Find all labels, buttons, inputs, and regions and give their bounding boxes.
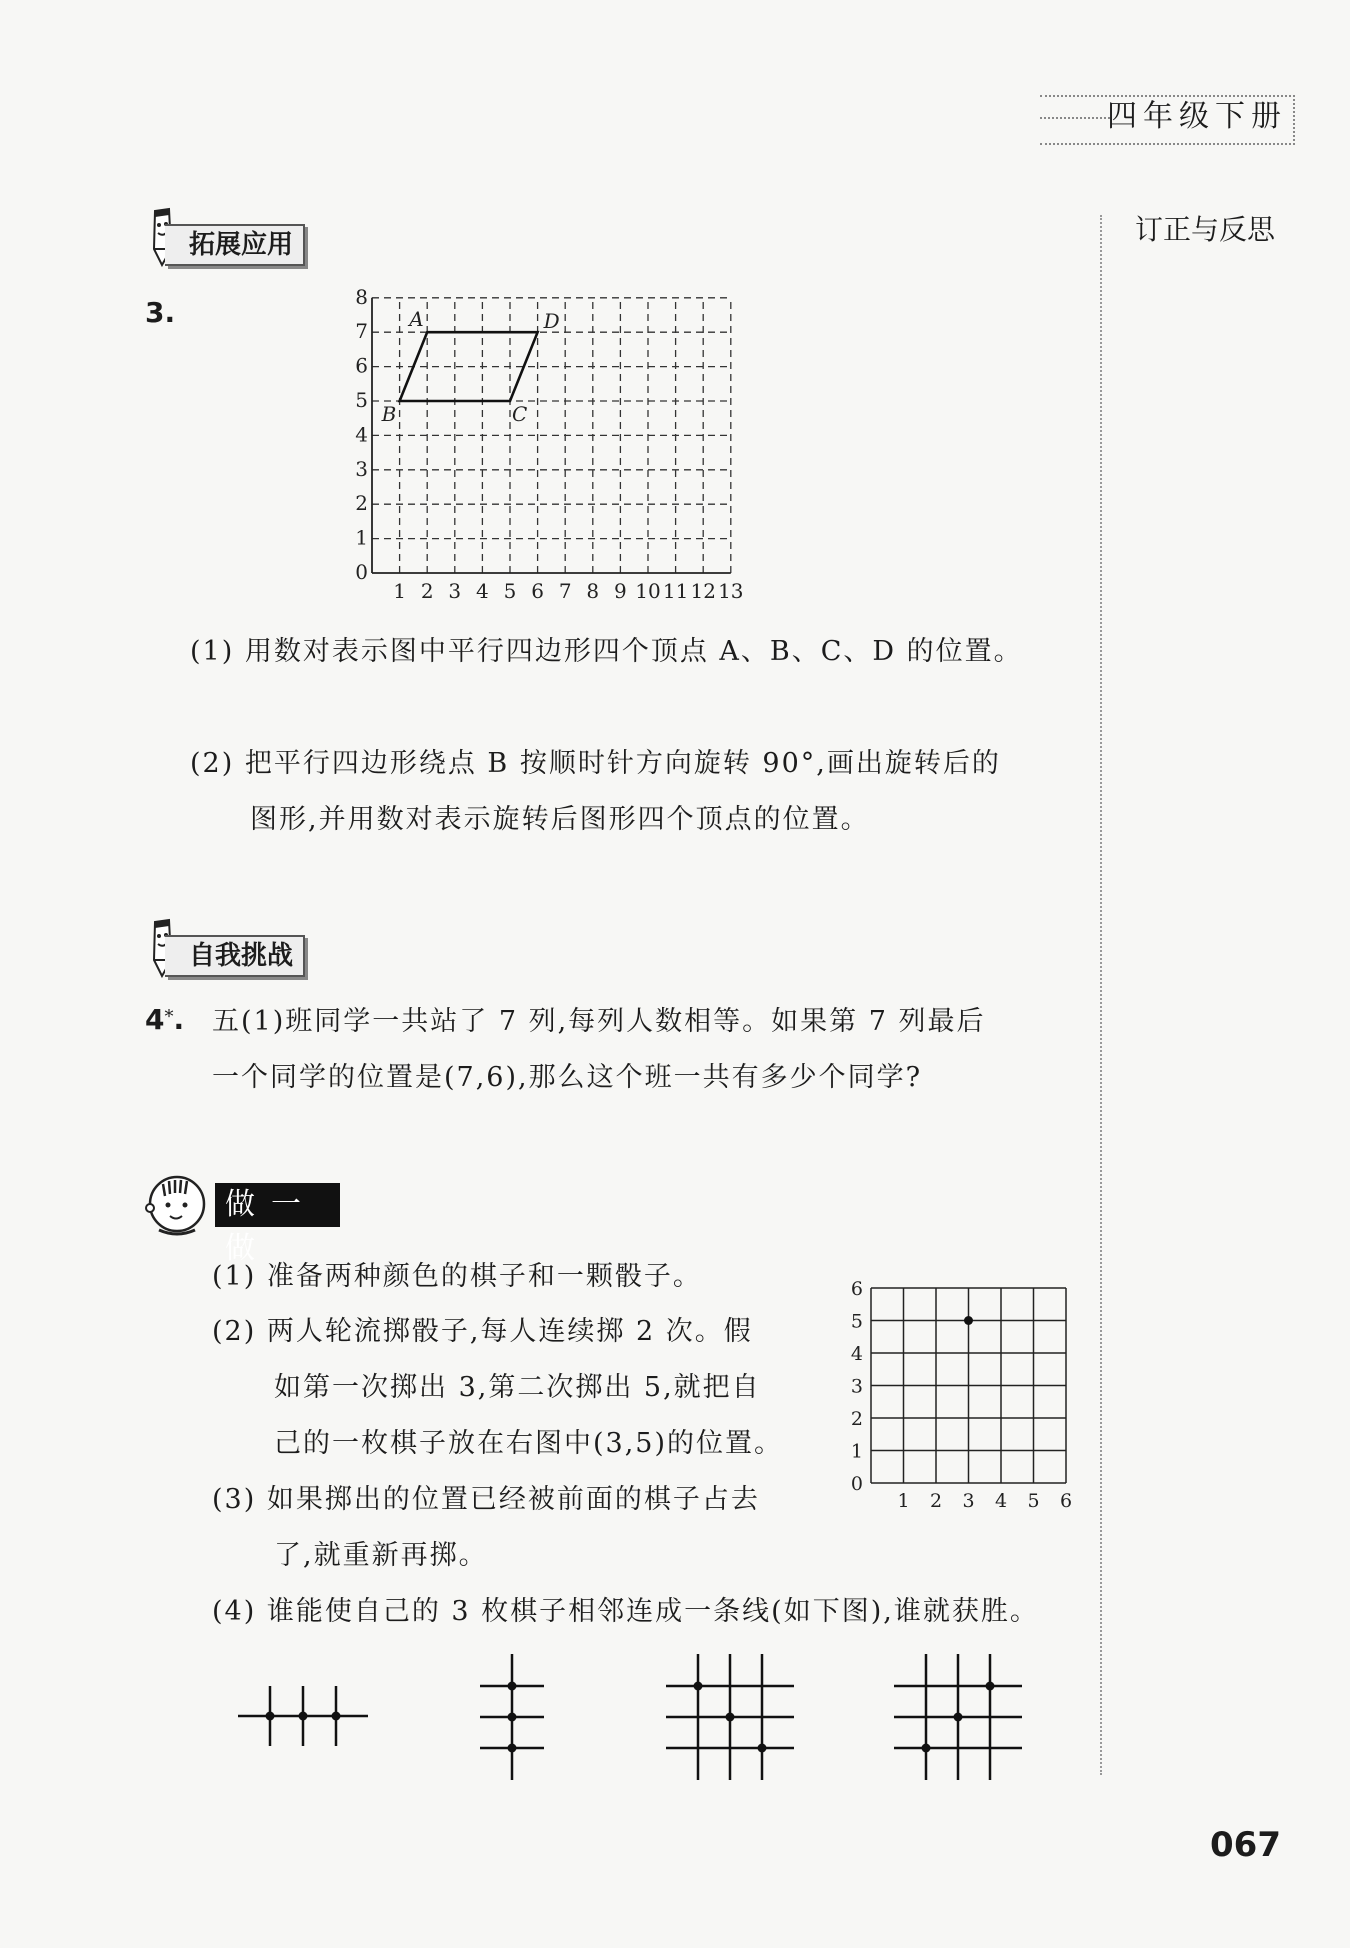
activity-step2-line2: 如第一次掷出 3,第二次掷出 5,就把自	[274, 1372, 761, 1403]
y-tick-labels	[355, 285, 368, 584]
x-tick-label: 4	[476, 579, 489, 603]
board-y-tick: 3	[850, 1375, 863, 1398]
board-x-tick: 5	[1027, 1490, 1040, 1512]
activity-step2-line1: (2) 两人轮流掷骰子,每人连续掷 2 次。假	[212, 1316, 753, 1347]
x-tick-label: 8	[586, 579, 600, 603]
y-tick-label: 3	[355, 456, 368, 481]
question-number-3: 3.	[145, 296, 176, 329]
board-y-tick: 6	[850, 1278, 863, 1300]
board-y-tick: 0	[850, 1473, 863, 1495]
board-x-tick: 1	[897, 1490, 910, 1512]
vertex-label-c: C	[512, 402, 528, 426]
y-tick-label: 7	[355, 319, 368, 344]
x-tick-label: 2	[420, 579, 434, 603]
x-tick-label: 5	[503, 579, 517, 603]
q3-part2-line1: (2) 把平行四边形绕点 B 按顺时针方向旋转 90°,画出旋转后的	[190, 748, 1001, 779]
board-x-tick: 2	[929, 1490, 943, 1512]
y-tick-label: 4	[355, 422, 368, 447]
q4-dot: .	[173, 1003, 185, 1036]
q3-part2-line2: 图形,并用数对表示旋转后图形四个顶点的位置。	[250, 804, 870, 835]
grade-label: 四年级下册	[1040, 95, 1295, 145]
board-y-tick: 4	[850, 1343, 863, 1365]
child-face-icon	[145, 1172, 217, 1236]
vertex-label-a: A	[409, 307, 424, 332]
board-x-tick: 4	[994, 1490, 1008, 1512]
x-tick-label: 10	[635, 579, 661, 603]
y-tick-label: 1	[355, 525, 368, 550]
activity-step3-line1: (3) 如果掷出的位置已经被前面的棋子占去	[212, 1484, 760, 1515]
board-x-tick: 6	[1059, 1490, 1073, 1512]
activity-title: 做一做	[215, 1183, 340, 1227]
y-tick-label: 8	[355, 284, 368, 309]
board-x-tick: 3	[962, 1490, 975, 1512]
dice-board-grid-6x6	[840, 1268, 1080, 1513]
board-y-tick: 2	[850, 1408, 863, 1430]
y-tick-label: 6	[355, 353, 368, 378]
x-tick-label: 13	[718, 579, 744, 603]
vertex-label-b: B	[381, 402, 397, 426]
y-tick-label: 5	[355, 388, 368, 412]
x-tick-label: 7	[558, 579, 572, 603]
q4-star: *	[164, 1006, 174, 1028]
x-tick-label: 9	[614, 579, 627, 603]
y-tick-label: 2	[355, 491, 368, 516]
chess-piece-marker	[964, 1316, 973, 1325]
x-tick-label: 6	[531, 579, 544, 603]
q4-number: 4	[145, 1003, 165, 1036]
win-pattern-horizontal	[230, 1650, 380, 1760]
win-pattern-vertical	[470, 1650, 580, 1790]
activity-step4: (4) 谁能使自己的 3 枚棋子相邻连成一条线(如下图),谁就获胜。	[212, 1596, 1039, 1627]
y-tick-label: 0	[355, 560, 368, 584]
board-x-tick-labels	[897, 1490, 1072, 1512]
x-tick-label: 1	[393, 579, 406, 603]
coordinate-grid-13x8	[355, 284, 860, 615]
win-pattern-diagonal	[660, 1650, 800, 1790]
x-tick-label: 11	[662, 579, 689, 603]
board-y-tick: 5	[850, 1310, 863, 1333]
side-note: 订正与反思	[1135, 213, 1276, 246]
q4-line2: 一个同学的位置是(7,6),那么这个班一共有多少个同学?	[212, 1062, 923, 1093]
board-y-tick-labels	[851, 1278, 863, 1495]
page-number: 067	[1210, 1825, 1281, 1865]
activity-step2-line3: 己的一枚棋子放在右图中(3,5)的位置。	[274, 1428, 784, 1459]
vertex-label-d: D	[543, 309, 560, 334]
section-title-challenge: 自我挑战	[165, 935, 305, 977]
x-tick-label: 3	[448, 579, 462, 603]
q3-part1: (1) 用数对表示图中平行四边形四个顶点 A、B、C、D 的位置。	[190, 636, 1023, 667]
question-number-4	[145, 1003, 184, 1036]
q4-line1: 五(1)班同学一共站了 7 列,每列人数相等。如果第 7 列最后	[212, 1006, 986, 1037]
activity-step1: (1) 准备两种颜色的棋子和一颗骰子。	[212, 1261, 702, 1292]
activity-step3-line2: 了,就重新再掷。	[274, 1540, 488, 1571]
section-title-extend: 拓展应用	[165, 224, 305, 266]
win-pattern-antidiagonal	[890, 1650, 1030, 1790]
x-tick-labels	[393, 579, 743, 603]
x-tick-label: 12	[690, 579, 716, 603]
margin-divider	[1100, 215, 1102, 1775]
board-y-tick: 1	[850, 1440, 863, 1463]
